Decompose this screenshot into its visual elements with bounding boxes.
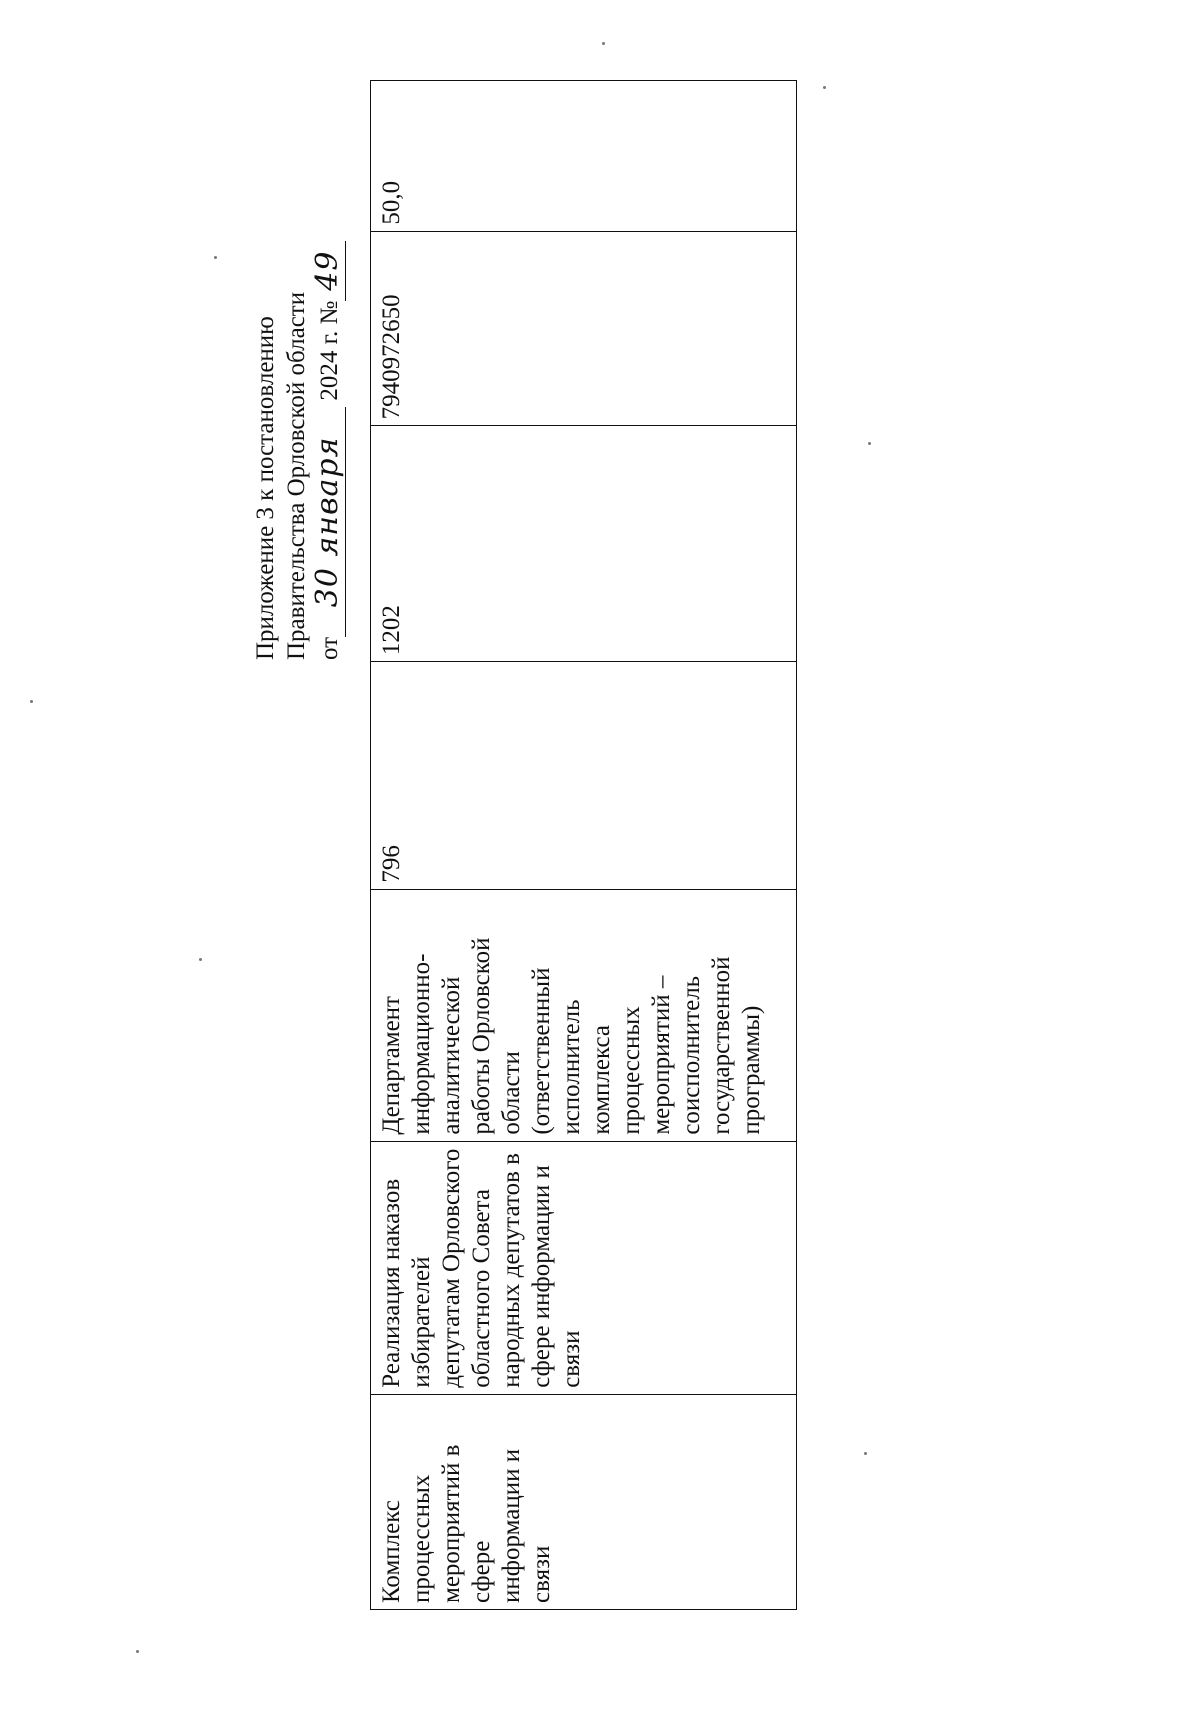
- cell-target-article: 7940972650: [371, 231, 797, 426]
- budget-table: [370, 80, 797, 1610]
- cell-amount: 50,0: [371, 81, 797, 232]
- scan-dot: [602, 42, 605, 45]
- header-year: 2024 г. №: [316, 300, 343, 401]
- number-field: [312, 241, 346, 301]
- header-prefix: от: [316, 636, 343, 660]
- date-field: [312, 407, 346, 637]
- header-line-1: Приложение 3 к постановлению: [252, 316, 279, 660]
- cell-complex: Комплекс процессных мероприятий в сфере информации и связи: [371, 1394, 797, 1609]
- table-row: [371, 81, 797, 1610]
- cell-grbs-code: 796: [371, 662, 797, 890]
- scan-dot: [199, 958, 202, 961]
- header-line-3: [312, 180, 346, 660]
- scan-dot: [823, 86, 826, 89]
- appendix-header: [250, 180, 346, 660]
- cell-section-code: 1202: [371, 426, 797, 662]
- header-line-2: Правительства Орловской области: [283, 291, 310, 660]
- scan-dot: [136, 1650, 139, 1653]
- handwritten-number: 49: [310, 250, 345, 291]
- scan-dot: [30, 700, 33, 703]
- cell-executor: Департамент информационно-аналитической работы Орловской области (ответственный исполнитель комплекса процессных мероприятий – соисполнитель государственной программы): [371, 889, 797, 1141]
- scan-dot: [868, 442, 871, 445]
- scan-dot: [214, 256, 217, 259]
- scan-dot: [864, 1452, 867, 1455]
- cell-measure: Реализация наказов избирателей депутатам Орловского областного Совета народных депутатов в сфере информации и связи: [371, 1141, 797, 1394]
- handwritten-date: 30 января: [310, 436, 345, 608]
